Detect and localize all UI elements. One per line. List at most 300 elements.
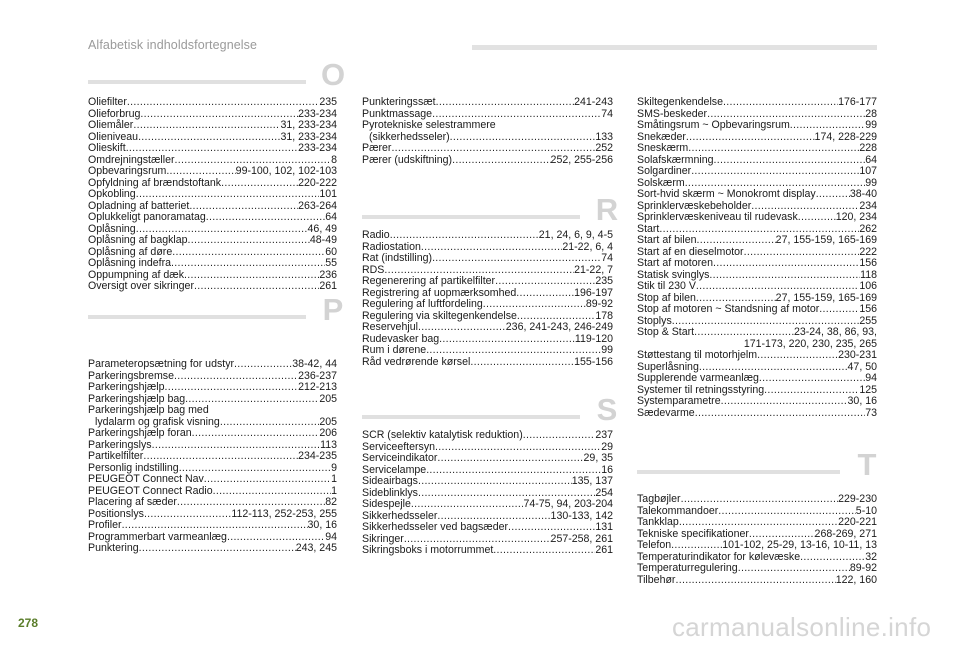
index-entry-pages: 94 (325, 530, 337, 543)
index-entry-pages: 82 (325, 496, 337, 508)
index-entry-leader (450, 132, 596, 144)
index-entry-leader (681, 494, 839, 506)
index-entry-leader (418, 322, 506, 334)
index-entry-leader (127, 97, 319, 109)
index-entry-pages: 254 (595, 486, 613, 499)
index-entry-pages: 229-230 (838, 493, 877, 505)
section-r-rule (362, 215, 580, 219)
index-entry-label: Stik til 230 V (637, 280, 696, 292)
index-entry-label: Rum i dørene (362, 344, 427, 356)
index-entry-leader (470, 357, 574, 369)
index-entry-pages: 156 (859, 257, 877, 269)
index-entry-leader (679, 517, 838, 529)
index-entry (637, 143, 877, 155)
index-entry-leader (390, 230, 539, 242)
index-entry-label: Sikkerhedsseler ved bagsæder (362, 521, 509, 533)
index-entry-pages: 5-10 (855, 504, 877, 517)
index-entry-leader (437, 453, 583, 465)
index-entry-pages: 222 (859, 245, 877, 258)
index-entry (637, 235, 877, 247)
index-entry-leader (436, 97, 575, 109)
index-entry-label: Parkeringslys (88, 438, 152, 451)
index-entry-leader (709, 270, 860, 282)
index-entry-leader (206, 212, 325, 224)
index-entry (637, 373, 877, 385)
index-entry-label: Sideairbags (362, 475, 418, 487)
index-entry-leader (174, 371, 298, 383)
index-entry-label: Sort-hvid skærm ~ Monokromt display (637, 188, 816, 200)
index-entry-label: Rudevasker bag (362, 332, 440, 345)
index-entry-label: Skiltegenkendelse (637, 96, 723, 108)
index-entry (637, 540, 877, 552)
section-o-rule (88, 80, 306, 84)
index-entry (637, 563, 877, 575)
index-entry-leader (139, 543, 296, 555)
index-entry-label: Sikringsboks i motorrummet (362, 544, 494, 556)
index-entry-pages: 206 (319, 427, 337, 439)
index-entry-label: Tankklap (637, 516, 679, 528)
index-entry-pages: 101-102, 25-29, 13-16, 10-11, 13 (722, 539, 877, 551)
index-entry-label: Småtingsrum ~ Opbevaringsrum (637, 119, 790, 131)
index-entry-label: Regenerering af partikelfilter (362, 275, 496, 287)
index-entry-label: Servicelampe (362, 463, 427, 476)
index-entry-leader (691, 166, 859, 178)
index-entry-label: Punktmassage (362, 107, 433, 120)
index-entry-leader (523, 430, 596, 442)
index-entry-label: Parkeringshjælp foran (88, 427, 192, 439)
index-entry-pages: 263-264 (298, 199, 337, 212)
index-entry-label: Solgardiner (637, 165, 692, 177)
index-entry-label: Oplukkeligt panoramatag (88, 211, 206, 223)
section-r-heading (362, 193, 622, 227)
index-entry-pages: 89-92 (849, 562, 877, 574)
index-entry (362, 476, 613, 488)
index-entry-pages: 205 (319, 392, 337, 405)
index-entry-leader (418, 476, 572, 488)
index-entry-leader (688, 143, 859, 155)
index-entry (362, 155, 613, 167)
index-entry-pages: 233-234 (298, 107, 337, 120)
index-entry-label: Tagbøjler (637, 493, 681, 505)
index-entry-leader (483, 299, 586, 311)
section-p-list (88, 359, 337, 555)
index-entry-label: Opbevaringsrum (88, 165, 167, 177)
index-entry-pages: 130-133, 142 (550, 509, 613, 522)
index-entry-pages: 64 (325, 211, 337, 223)
index-entry-pages: 55 (325, 257, 337, 269)
index-entry-leader (221, 178, 298, 190)
index-entry-pages: 60 (325, 245, 337, 258)
index-entry-leader (757, 350, 838, 362)
section-p-continued-list (362, 97, 613, 166)
index-entry-label: Oliefilter (88, 96, 127, 108)
index-entry-leader (234, 359, 292, 371)
index-entry-leader (188, 235, 310, 247)
index-entry-label: Stoplys (637, 314, 672, 327)
index-entry-pages: 220-222 (298, 176, 337, 189)
index-entry-pages: 99-100, 102, 102-103 (235, 165, 337, 177)
index-entry-pages: 118 (860, 268, 877, 281)
index-entry (88, 359, 337, 371)
index-entry-pages: 125 (859, 383, 877, 396)
index-entry-pages: 29, 35 (583, 452, 613, 464)
index-entry (362, 299, 613, 311)
index-entry (88, 451, 337, 463)
index-entry (88, 497, 337, 509)
index-entry-pages: 30, 16 (307, 519, 337, 531)
watermark: carmanualsonline.info (672, 612, 932, 642)
index-entry-leader (764, 385, 859, 397)
index-entry-label: Personlig indstilling (88, 461, 179, 474)
index-entry-leader (738, 563, 850, 575)
index-entry-label: Systemer til retningsstyring (637, 383, 765, 396)
index-entry-leader (171, 258, 325, 270)
index-entry-leader (721, 396, 848, 408)
index-entry-pages: 243, 245 (295, 542, 337, 554)
index-entry (88, 235, 337, 247)
index-entry (88, 212, 337, 224)
index-entry-pages: 106 (859, 280, 877, 292)
index-entry-label: Stop af bilen (637, 291, 696, 304)
index-entry (362, 453, 613, 465)
index-entry-label: Støttestang til motorhjelm (637, 349, 758, 361)
index-entry-label: Olieniveau (88, 130, 139, 143)
index-entry-pages: 176-177 (838, 96, 877, 108)
index-entry-pages: 38-40 (849, 188, 877, 200)
index-entry (637, 166, 877, 178)
section-s-heading (362, 393, 622, 427)
index-entry-label: Pyrotekniske selestrammere (362, 119, 496, 131)
index-entry-pages: 119-120 (574, 332, 613, 345)
index-entry (362, 132, 613, 144)
section-p-rule (88, 315, 306, 319)
index-entry-pages: 252, 255-256 (550, 153, 613, 166)
index-entry-pages: 171-173, 220, 230, 235, 265 (743, 337, 877, 350)
section-t-list (637, 494, 877, 586)
index-entry-leader (213, 486, 331, 498)
index-entry-label: Supplerende varmeanlæg (637, 372, 759, 384)
index-entry-label: Temperaturindikator for kølevæske (637, 550, 801, 563)
index-entry-label: Serviceindikator (362, 452, 438, 464)
index-entry-pages: 89-92 (585, 298, 613, 310)
index-entry-pages: 99 (865, 176, 877, 189)
index-entry-label: Pærer (udskiftning) (362, 153, 453, 166)
index-entry-leader (166, 166, 235, 178)
index-entry-leader (675, 575, 835, 587)
index-entry (362, 430, 613, 442)
index-entry-leader (790, 120, 865, 132)
section-s-rule (362, 415, 580, 419)
index-entry (637, 408, 877, 420)
index-entry-label: Tilbehør (637, 573, 676, 586)
index-entry (637, 396, 877, 408)
index-entry-leader (192, 428, 320, 440)
index-entry (362, 522, 613, 534)
index-entry-label: Sneskærm (637, 142, 689, 154)
index-entry-label: Oplåsning indefra (88, 257, 172, 269)
index-entry-leader (759, 373, 865, 385)
index-entry-label: SCR (selektiv katalytisk reduktion) (362, 429, 523, 441)
index-entry (88, 509, 337, 521)
index-entry-pages: 220-221 (838, 516, 877, 528)
index-entry-pages: 23-24, 38, 86, 93, (793, 326, 877, 338)
index-entry-pages: 73 (865, 406, 877, 419)
index-entry-label: (sikkerhedsseler) (369, 130, 450, 143)
index-entry-label: Oplåsning (88, 222, 136, 235)
index-entry-pages: 255 (859, 314, 877, 327)
index-entry-label: Oppumpning af dæk (88, 268, 184, 281)
index-entry-label: Temperaturregulering (637, 562, 738, 574)
index-entry (362, 545, 613, 557)
index-entry (88, 120, 337, 132)
index-entry-label: Omdrejningstæller (88, 153, 175, 166)
index-entry-label: Regulering via skiltegenkendelse (362, 309, 517, 322)
index-entry-pages: 8 (331, 153, 337, 166)
index-entry-label: lydalarm og grafisk visning (95, 415, 220, 428)
index-entry-pages: 235 (595, 275, 613, 287)
section-r-list (362, 230, 613, 368)
index-entry-label: Sprinklervæskebeholder (637, 199, 752, 212)
index-entry-pages: 133 (595, 130, 613, 143)
index-entry-label: Sidespejle (362, 498, 411, 510)
index-entry-label: Telefon (637, 539, 672, 551)
index-entry-label: Opkobling (88, 188, 136, 200)
index-entry-leader (140, 109, 298, 121)
index-entry (637, 327, 877, 339)
index-entry-pages: 212-213 (298, 381, 337, 393)
index-entry (88, 382, 337, 394)
index-entry-leader (495, 276, 595, 288)
index-entry (637, 350, 877, 362)
index-entry-pages: 32 (865, 550, 877, 563)
index-entry (362, 143, 613, 155)
index-entry-pages: 241-243 (574, 96, 613, 108)
index-entry (88, 428, 337, 440)
index-entry (362, 253, 613, 265)
index-entry-label: Statisk svinglys (637, 268, 710, 281)
index-entry-pages: 28 (865, 107, 877, 120)
section-t-rule (637, 470, 840, 474)
index-entry-label: Start (637, 222, 660, 235)
index-entry-label: Parkeringsbremse (88, 369, 174, 382)
index-entry-label: Solafskærmning (637, 153, 714, 166)
index-entry-label: Serviceeftersyn (362, 440, 436, 453)
index-entry-label: Regulering af luftfordeling (362, 298, 483, 310)
index-entry-leader (204, 474, 331, 486)
index-entry-leader (695, 408, 866, 420)
index-entry-label: Systemparametre (637, 395, 721, 407)
index-entry-pages: 155-156 (574, 355, 613, 368)
index-entry-label: Partikelfilter (88, 450, 144, 462)
index-entry-pages: 94 (865, 372, 877, 384)
index-entry-label: Oplåsning af bagklap (88, 234, 188, 246)
index-entry-pages: 47, 50 (847, 360, 877, 373)
index-entry (362, 120, 613, 132)
index-entry (88, 405, 337, 417)
index-entry-pages: 236 (319, 268, 337, 281)
index-entry (637, 494, 877, 506)
index-entry-pages: 74-75, 94, 203-204 (523, 498, 613, 510)
index-entry-pages: 262 (859, 222, 877, 235)
index-entry-label: Sikkerhedsseler (362, 509, 438, 522)
index-entry (362, 357, 613, 369)
index-entry-pages: 99 (601, 344, 613, 356)
index-entry (362, 322, 613, 334)
index-entry-label: Sikringer (362, 532, 404, 545)
index-entry-leader (177, 497, 325, 509)
index-entry-leader (819, 304, 859, 316)
index-entry (362, 276, 613, 288)
section-p-heading (88, 293, 348, 327)
index-entry-leader (452, 155, 550, 167)
index-entry-label: Parkeringshjælp bag (88, 392, 186, 405)
index-entry-pages: 1 (331, 473, 337, 485)
index-entry-pages: 135, 137 (571, 475, 613, 487)
index-entry-pages: 101 (319, 188, 337, 200)
index-entry-leader (136, 189, 320, 201)
index-entry-pages: 16 (601, 463, 613, 476)
index-entry (637, 189, 877, 201)
section-s-letter: S (596, 392, 618, 427)
index-entry (88, 143, 337, 155)
index-entry-label: Oliemåler (88, 119, 134, 131)
index-entry-label: RDS (362, 263, 385, 276)
index-entry-pages: 196-197 (574, 286, 613, 299)
index-entry-leader (694, 327, 794, 339)
index-entry-pages: 236-237 (298, 369, 337, 382)
index-entry-pages: 234 (859, 199, 877, 212)
index-entry-leader (152, 440, 321, 452)
index-entry-leader (744, 247, 860, 259)
index-entry-leader (508, 522, 595, 534)
index-entry-label: Punkteringssæt (362, 96, 436, 108)
index-entry-leader (713, 258, 859, 270)
index-entry-leader (435, 442, 601, 454)
index-entry-leader (194, 281, 319, 293)
index-entry-label: Talekommandoer (637, 504, 719, 517)
index-entry-pages: 74 (601, 252, 613, 264)
section-p-letter: P (322, 292, 344, 327)
section-o-letter: O (320, 57, 346, 92)
index-entry-label: Olieforbrug (88, 107, 141, 120)
index-entry-label: Sideblinklys (362, 486, 418, 499)
section-s-continued-list (637, 97, 877, 419)
index-entry-leader (133, 120, 280, 132)
index-entry-label: Opfyldning af brændstoftank (88, 176, 222, 189)
index-entry (637, 212, 877, 224)
index-entry-pages: 174, 228-229 (814, 130, 877, 143)
index-entry-label: Punktering (88, 542, 139, 554)
index-entry-leader (718, 506, 856, 518)
index-entry-label: PEUGEOT Connect Radio (88, 484, 213, 497)
header-divider (472, 45, 877, 50)
index-entry-label: Tekniske specifikationer (637, 527, 749, 540)
index-entry-leader (122, 520, 308, 532)
index-entry-label: Stop & Start (637, 326, 695, 338)
index-entry (88, 258, 337, 270)
index-entry-label: Parameteropsætning for udstyr (88, 358, 235, 370)
index-entry-leader (126, 143, 298, 155)
index-entry-label: Sædevarme (637, 406, 695, 419)
index-entry-label: Oversigt over sikringer (88, 280, 194, 292)
index-entry-label: Olieskift (88, 142, 126, 154)
index-entry-pages: 268-269, 271 (814, 527, 877, 540)
index-entry-label: Solskærm (637, 176, 685, 189)
index-entry-label: Reservehjul (362, 321, 418, 333)
section-s-list (362, 430, 613, 557)
index-entry (362, 345, 613, 357)
index-entry-leader (165, 382, 299, 394)
section-r-letter: R (595, 192, 619, 227)
index-entry (88, 543, 337, 555)
index-entry-pages: 156 (859, 303, 877, 315)
index-entry-pages: 234-235 (298, 450, 337, 462)
page-number: 278 (18, 616, 39, 630)
index-entry (637, 97, 877, 109)
index-entry-leader (411, 499, 524, 511)
index-entry-leader (686, 132, 815, 144)
index-entry-leader (723, 97, 838, 109)
index-entry-label: Parkeringshjælp bag med (88, 404, 209, 416)
index-entry-pages: 64 (865, 153, 877, 166)
index-entry-label: Parkeringshjælp (88, 381, 165, 393)
section-t-letter: T (857, 447, 877, 482)
index-entry-label: Superlåsning (637, 360, 699, 373)
index-entry (362, 499, 613, 511)
section-o-heading (88, 58, 348, 92)
index-entry-pages: 230-231 (838, 349, 877, 361)
index-entry-pages: 112-113, 252-253, 255 (231, 507, 337, 520)
index-entry-leader (696, 235, 775, 247)
index-entry-pages: 252 (595, 142, 613, 154)
index-entry-leader (138, 132, 280, 144)
index-entry-leader (220, 417, 319, 429)
index-entry-pages: 21-22, 6, 4 (562, 240, 613, 253)
index-entry (637, 281, 877, 293)
index-entry-leader (172, 247, 325, 259)
index-entry-leader (391, 143, 595, 155)
index-entry (88, 474, 337, 486)
index-entry-leader (144, 509, 231, 521)
index-entry (362, 97, 613, 109)
index-entry-pages: 261 (319, 280, 337, 292)
index-entry-leader (143, 451, 298, 463)
index-entry (88, 97, 337, 109)
index-entry-label: Start af bilen (637, 234, 697, 246)
index-entry-label: SMS-beskeder (637, 107, 708, 120)
index-entry-label: Programmerbart varmeanlæg (88, 530, 227, 543)
index-entry-pages: 205 (319, 415, 337, 428)
index-entry-label: Positionslys (88, 507, 144, 520)
index-entry (637, 304, 877, 316)
index-entry-pages: 228 (859, 142, 877, 154)
index-entry-label: Sprinklervæskeniveau til rudevask (637, 211, 798, 223)
index-entry-pages: 27, 155-159, 165-169 (775, 234, 877, 246)
index-entry-leader (671, 540, 722, 552)
index-entry-leader (493, 545, 595, 557)
index-entry-pages: 21-22, 7 (574, 263, 613, 276)
index-entry-leader (816, 189, 850, 201)
index-entry-leader (439, 334, 575, 346)
index-entry-leader (714, 155, 866, 167)
index-entry-pages: 261 (595, 544, 613, 556)
index-entry-pages: 1 (331, 484, 337, 497)
index-entry-pages: 235 (319, 96, 337, 108)
index-entry-leader (696, 281, 859, 293)
index-entry-label: Opladning af batteriet (88, 199, 190, 212)
index-entry-label: Råd vedrørende kørsel (362, 355, 471, 368)
index-entry-pages: 233-234 (298, 142, 337, 154)
